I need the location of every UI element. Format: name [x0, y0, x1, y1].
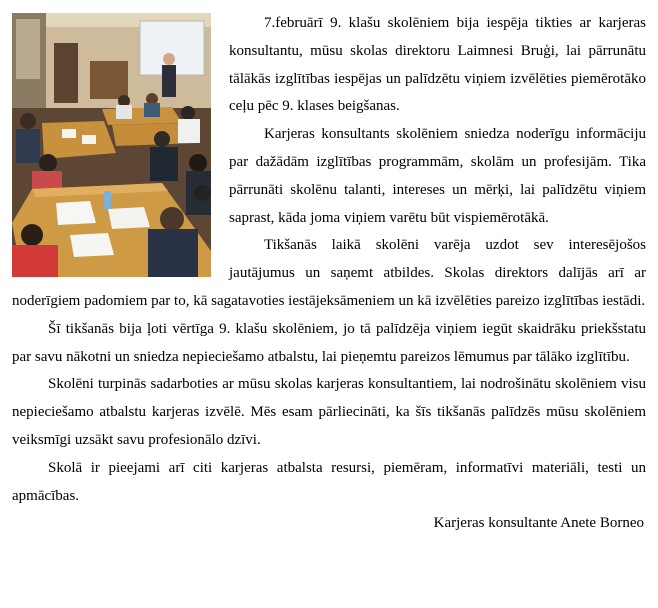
article-paragraph: Tikšanās laikā skolēni varēja uzdot sev interesējošos jautājumus un saņemt atbildes. Skolas direktors dalījās arī ar noderīgiem padomiem par to, kā sagatavoties iestājeksāmeniem un kā izvēlēties pareizo izglītības iestādi. [12, 237, 646, 309]
article-paragraph: Šī tikšanās bija ļoti vērtīga 9. klašu skolēniem, jo tā palīdzēja viņiem iegūt skaidrāku priekšstatu par savu nākotni un sniedza nepieciešamo atbalstu, lai pieņemtu pareizos lēmumus par tālāko izglītību. [12, 320, 646, 365]
article-paragraph: 7.februārī 9. klašu skolēniem bija iespēja tikties ar karjeras konsultantu, mūsu skolas direktoru Laimnesi Bruģi, lai pārrunātu tālākās izglītības iespējas un palīdzētu viņiem izvēlēties piemērotāko ceļu pēc 9. klases beigšanas. [229, 15, 646, 115]
article-paragraph: Skolā ir pieejami arī citi karjeras atbalsta resursi, piemēram, informatīvi materiāli, testi un apmācības. [12, 459, 646, 504]
article-paragraph: Karjeras konsultants skolēniem sniedza noderīgu informāciju par dažādām izglītības programmām, skolām un profesijām. Tika pārrunāti skolēnu talanti, intereses un mērķi, lai palīdzētu viņiem saprast, kāda joma viņiem varētu būt vispiemērotākā. [229, 126, 646, 226]
article [12, 10, 646, 538]
signature: Karjeras konsultante Anete Borneo [433, 515, 644, 532]
classroom-photo [12, 13, 211, 277]
article-paragraph: Skolēni turpinās sadarboties ar mūsu skolas karjeras konsultantiem, lai nodrošinātu skolēniem visu nepieciešamo atbalstu karjeras izvēlē. Mēs esam pārliecināti, ka šīs tikšanās palīdzēs mūsu skolēniem veiksmīgi uzsākt savu profesionālo dzīvi. [12, 376, 646, 448]
